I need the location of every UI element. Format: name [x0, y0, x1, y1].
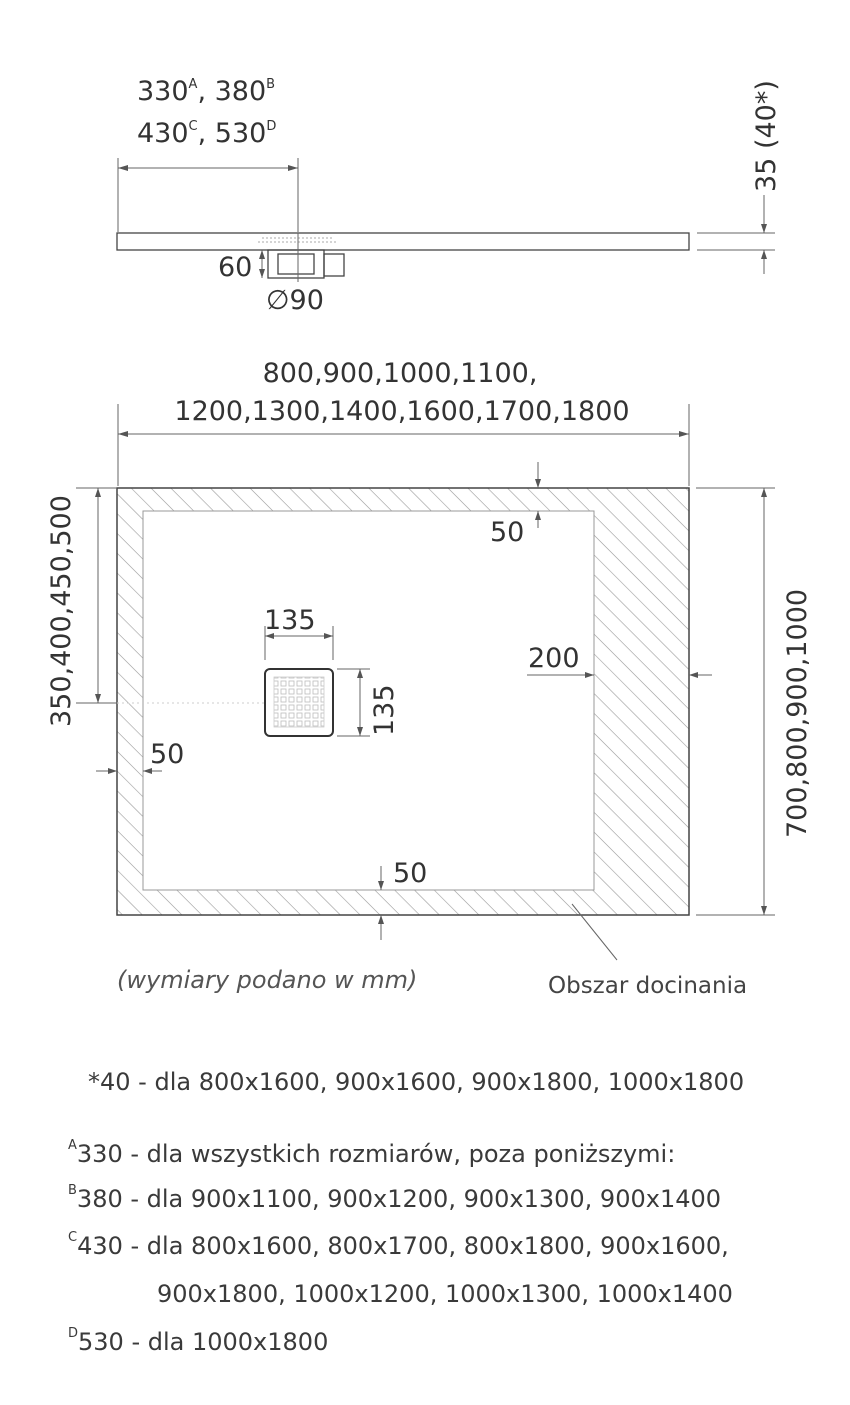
top-margin-label: 50 — [490, 517, 525, 548]
length-options-line2: 1200,1300,1400,1600,1700,1800 — [174, 396, 630, 427]
left-margin-label: 50 — [150, 739, 185, 770]
length-options-line1: 800,900,1000,1100, — [262, 358, 538, 389]
drain-width-label: 135 — [264, 605, 316, 636]
drain-offset-label: 350,400,450,500 — [46, 495, 77, 727]
right-margin-label: 200 — [528, 643, 580, 674]
footnote-star: *40 - dla 800x1600, 900x1600, 900x1800, 1000x1800 — [88, 1068, 745, 1096]
side-view — [117, 76, 782, 316]
drain-height-label: 135 — [369, 684, 400, 736]
footnote-a: $^A$330 - dla wszystkich rozmiarów, poza poniższymi: — [68, 1138, 676, 1168]
plan-view — [46, 358, 813, 999]
drain-position-label-line2: $430^C$, $530^D$ — [137, 118, 277, 149]
bottom-margin-label: 50 — [393, 858, 428, 889]
drain-diameter-label: ∅90 — [266, 285, 324, 316]
footnote-d: $^D$530 - dla 1000x1800 — [68, 1326, 329, 1356]
thickness-label: 35 (40*) — [751, 80, 782, 192]
drain-position-label-line1: $330^A$, $380^B$ — [137, 76, 276, 107]
footnote-b: $^B$380 - dla 900x1100, 900x1200, 900x1300, 900x1400 — [68, 1183, 722, 1213]
width-options-label: 700,800,900,1000 — [782, 588, 813, 838]
units-note: (wymiary podano w mm) — [117, 966, 418, 994]
drain-depth-label: 60 — [218, 252, 253, 283]
tray-profile — [117, 233, 689, 250]
footnote-c-continued: 900x1800, 1000x1200, 1000x1300, 1000x1400 — [157, 1280, 733, 1308]
footnote-c: $^C$430 - dla 800x1600, 800x1700, 800x1800, 900x1600, — [68, 1230, 729, 1260]
trim-area-label: Obszar docinania — [548, 973, 748, 999]
